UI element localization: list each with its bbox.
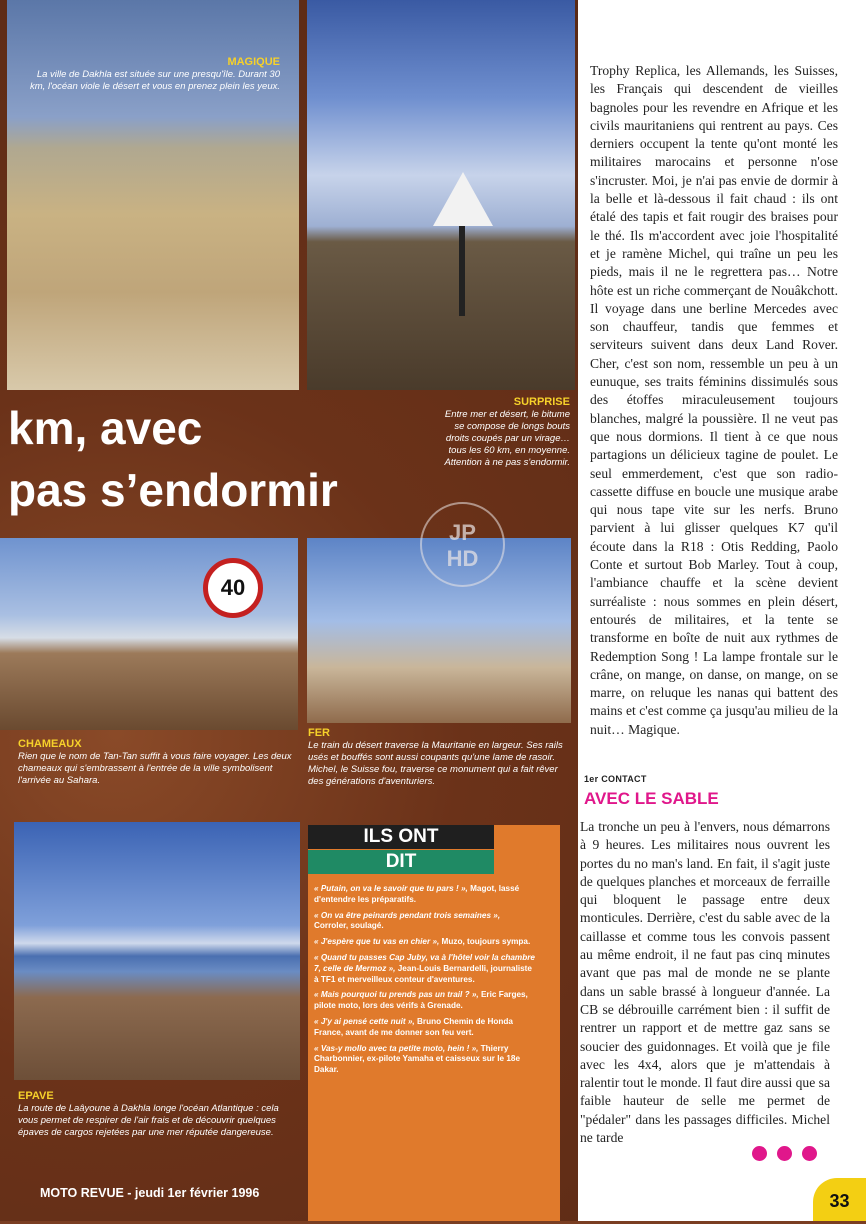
caption-chameaux: CHAMEAUX Rien que le nom de Tan-Tan suffit à vous faire voyager. Les deux chameaux qui s'embrassent à l'entrée de la ville symbolisent l'arrivée au Sahara.: [18, 738, 292, 786]
caption-epave: EPAVE La route de Laâyoune à Dakhla longe l'océan Atlantique : cela vous permet de respirer de l'air frais et de découvrir quelques épaves de cargos rejetées par une mer réputée dangereuse.: [18, 1090, 279, 1138]
quote-author: Muzo, toujours sympa.: [439, 937, 531, 947]
quote-text: « On va être peinards pendant trois semaines »,: [314, 910, 501, 920]
quote-item: [314, 1044, 536, 1076]
page-number: 33: [813, 1178, 866, 1221]
section-title: AVEC LE SABLE: [584, 789, 719, 808]
quote-text: « Mais pourquoi tu prends pas un trail ? »,: [314, 990, 479, 1000]
quote-author: Eric Farges, pilote moto, lors des vérifs à Grenade.: [314, 990, 528, 1011]
quote-text: « Vas-y mollo avec ta petite moto, hein ! »,: [314, 1043, 479, 1053]
article-paragraph-2: La tronche un peu à l'envers, nous démarrons à 9 heures. Les militaires nous ouvrent les portes du no man's land. En fait, il s'agit juste de quelques planches et morceaux de ferraille qui bloquent le passage entre deux monticules. Derrière, c'est du sable avec de la caillasse et comme tous les convois passent au même endroit, il ne faut pas cinq minutes avant que pas mal de monde ne se plante dans un sable brassé à longueur d'année. La CB se débrouille carrément bien : il suffit de rentrer un rapport et de mettre gaz sans se soucier des guidonnages. Et voilà que je file avec les 4x4, alors que je m'attendais à ralentir tout le monde. Il faut dire aussi que sa faible hauteur de selle me permet de "pédaler" dans les passages difficiles. Michel ne tarde: [580, 819, 830, 1146]
quote-author: Corroler, soulagé.: [314, 921, 384, 931]
sign-post: [459, 226, 465, 316]
quotes-list: [314, 884, 536, 1081]
watermark-logo: JP HD: [420, 502, 505, 587]
headline-line2: pas s’endormir: [8, 464, 338, 516]
quote-text: « J'y ai pensé cette nuit »,: [314, 1016, 415, 1026]
quote-item: [314, 1017, 536, 1039]
quote-item: [314, 953, 536, 985]
end-dot-icon: [802, 1146, 817, 1161]
speed-limit-sign: 40: [203, 558, 263, 618]
warning-sign-icon: [433, 172, 493, 226]
caption-magique: MAGIQUE La ville de Dakhla est située sur une presqu'île. Durant 30 km, l'océan viole le désert et vous en prenez plein les yeux.: [30, 56, 281, 92]
ils-ont-dit-title-2: DIT: [308, 850, 494, 874]
end-dot-icon: [752, 1146, 767, 1161]
quote-item: [314, 911, 536, 933]
quote-item: [314, 990, 536, 1012]
article-paragraph-1: Trophy Replica, les Allemands, les Suisses, les Français qui descendent de vieilles bagnoles pour les revendre en Afrique et les civils mauritaniens qui rentrent au pays. Ces derniers occupent la tente qu'ont monté les militaires marocains et personne n'ose s'incruster. Moi, je n'ai pas envie de dormir à la belle et là-dessous il fait chaud : ils ont étalé des tapis et fait rougir des braises pour le thé. Ils m'accordent avec joie l'hospitalité et je ramène Michel, qui traîne un peu les pieds, mais il ne le regrettera pas… Notre hôte est un riche commerçant de Nouâkchott. Il voyage dans une berline Mercedes avec son chauffeur, tandis que femmes et serviteurs suivent dans deux Land Rover. Cher, c'est son nom, ressemble un peu à un eunuque, ses traits féminins dissimulés sous des étoffes miraculeusement toujours blanches, malgré la poussière. Il ne veut pas que nous dormions. Il tient à ce que nous partagions un délicieux tagine de poulet. Le seul emmerdement, c'est que son radio-cassette diffuse en boucle une musique arabe qui nous tape vite sur les nerfs. Bruno parvient à lui glisser quelques K7 qu'il écoute dans la R18 : Otis Redding, Paolo Conte et surtout Bob Marley. Tout à coup, l'ambiance chauffe et la scène devient surréaliste : nous sommes en plein désert, entourés de militaires, et la tente se transforme en boîte de nuit aux rythmes de Redemption Song ! La lampe frontale sur le crâne, on mange, on danse, on mange, on se marre, on reluque les nanas qui battent des mains et c'est comme ça jusqu'au milieu de la nuit… Magique.: [590, 63, 838, 737]
quote-item: [314, 937, 536, 948]
caption-surprise: SURPRISE Entre mer et désert, le bitume se compose de longs bouts droits coupés par un virage… tous les 60 km, en moyenne. Attention à ne pas s'endormir.: [444, 396, 570, 468]
section-kicker: 1er CONTACT: [584, 774, 647, 784]
desert-road-photo: [307, 0, 575, 390]
headline-line1: km, avec: [8, 402, 203, 454]
quote-text: « Putain, on va le savoir que tu pars ! »,: [314, 884, 468, 893]
quote-text: « J'espère que tu vas en chier »,: [314, 937, 440, 947]
quote-author: Bruno Chemin de Honda France, avant de me donner son feu vert.: [314, 1016, 513, 1037]
caption-fer: FER Le train du désert traverse la Mauritanie en largeur. Ses rails usés et bouffés sont aussi coupants qu'une lame de rasoir. Michel, le Suisse fou, traverse ce monument qui a fait rêver des générations d'aventuriers.: [308, 727, 563, 787]
ils-ont-dit-title-1: ILS ONT: [308, 825, 494, 849]
quote-author: Thierry Charbonnier, ex-pilote Yamaha et caisseux sur le 18e Dakar.: [314, 1043, 520, 1075]
tan-tan-photo: [0, 538, 298, 730]
quote-text: « Quand tu passes Cap Juby, va à l'hôtel voir la chambre 7, celle de Mermoz »,: [314, 952, 535, 973]
end-dot-icon: [777, 1146, 792, 1161]
shipwreck-photo: [14, 822, 300, 1080]
quote-author: Jean-Louis Bernardelli, journaliste à TF1 et merveilleux conteur d'aventures.: [314, 963, 532, 984]
quote-item: [314, 884, 536, 906]
quote-author: Magot, lassé d'entendre les préparatifs.: [314, 884, 520, 904]
magazine-footer: MOTO REVUE - jeudi 1er février 1996: [40, 1186, 260, 1200]
